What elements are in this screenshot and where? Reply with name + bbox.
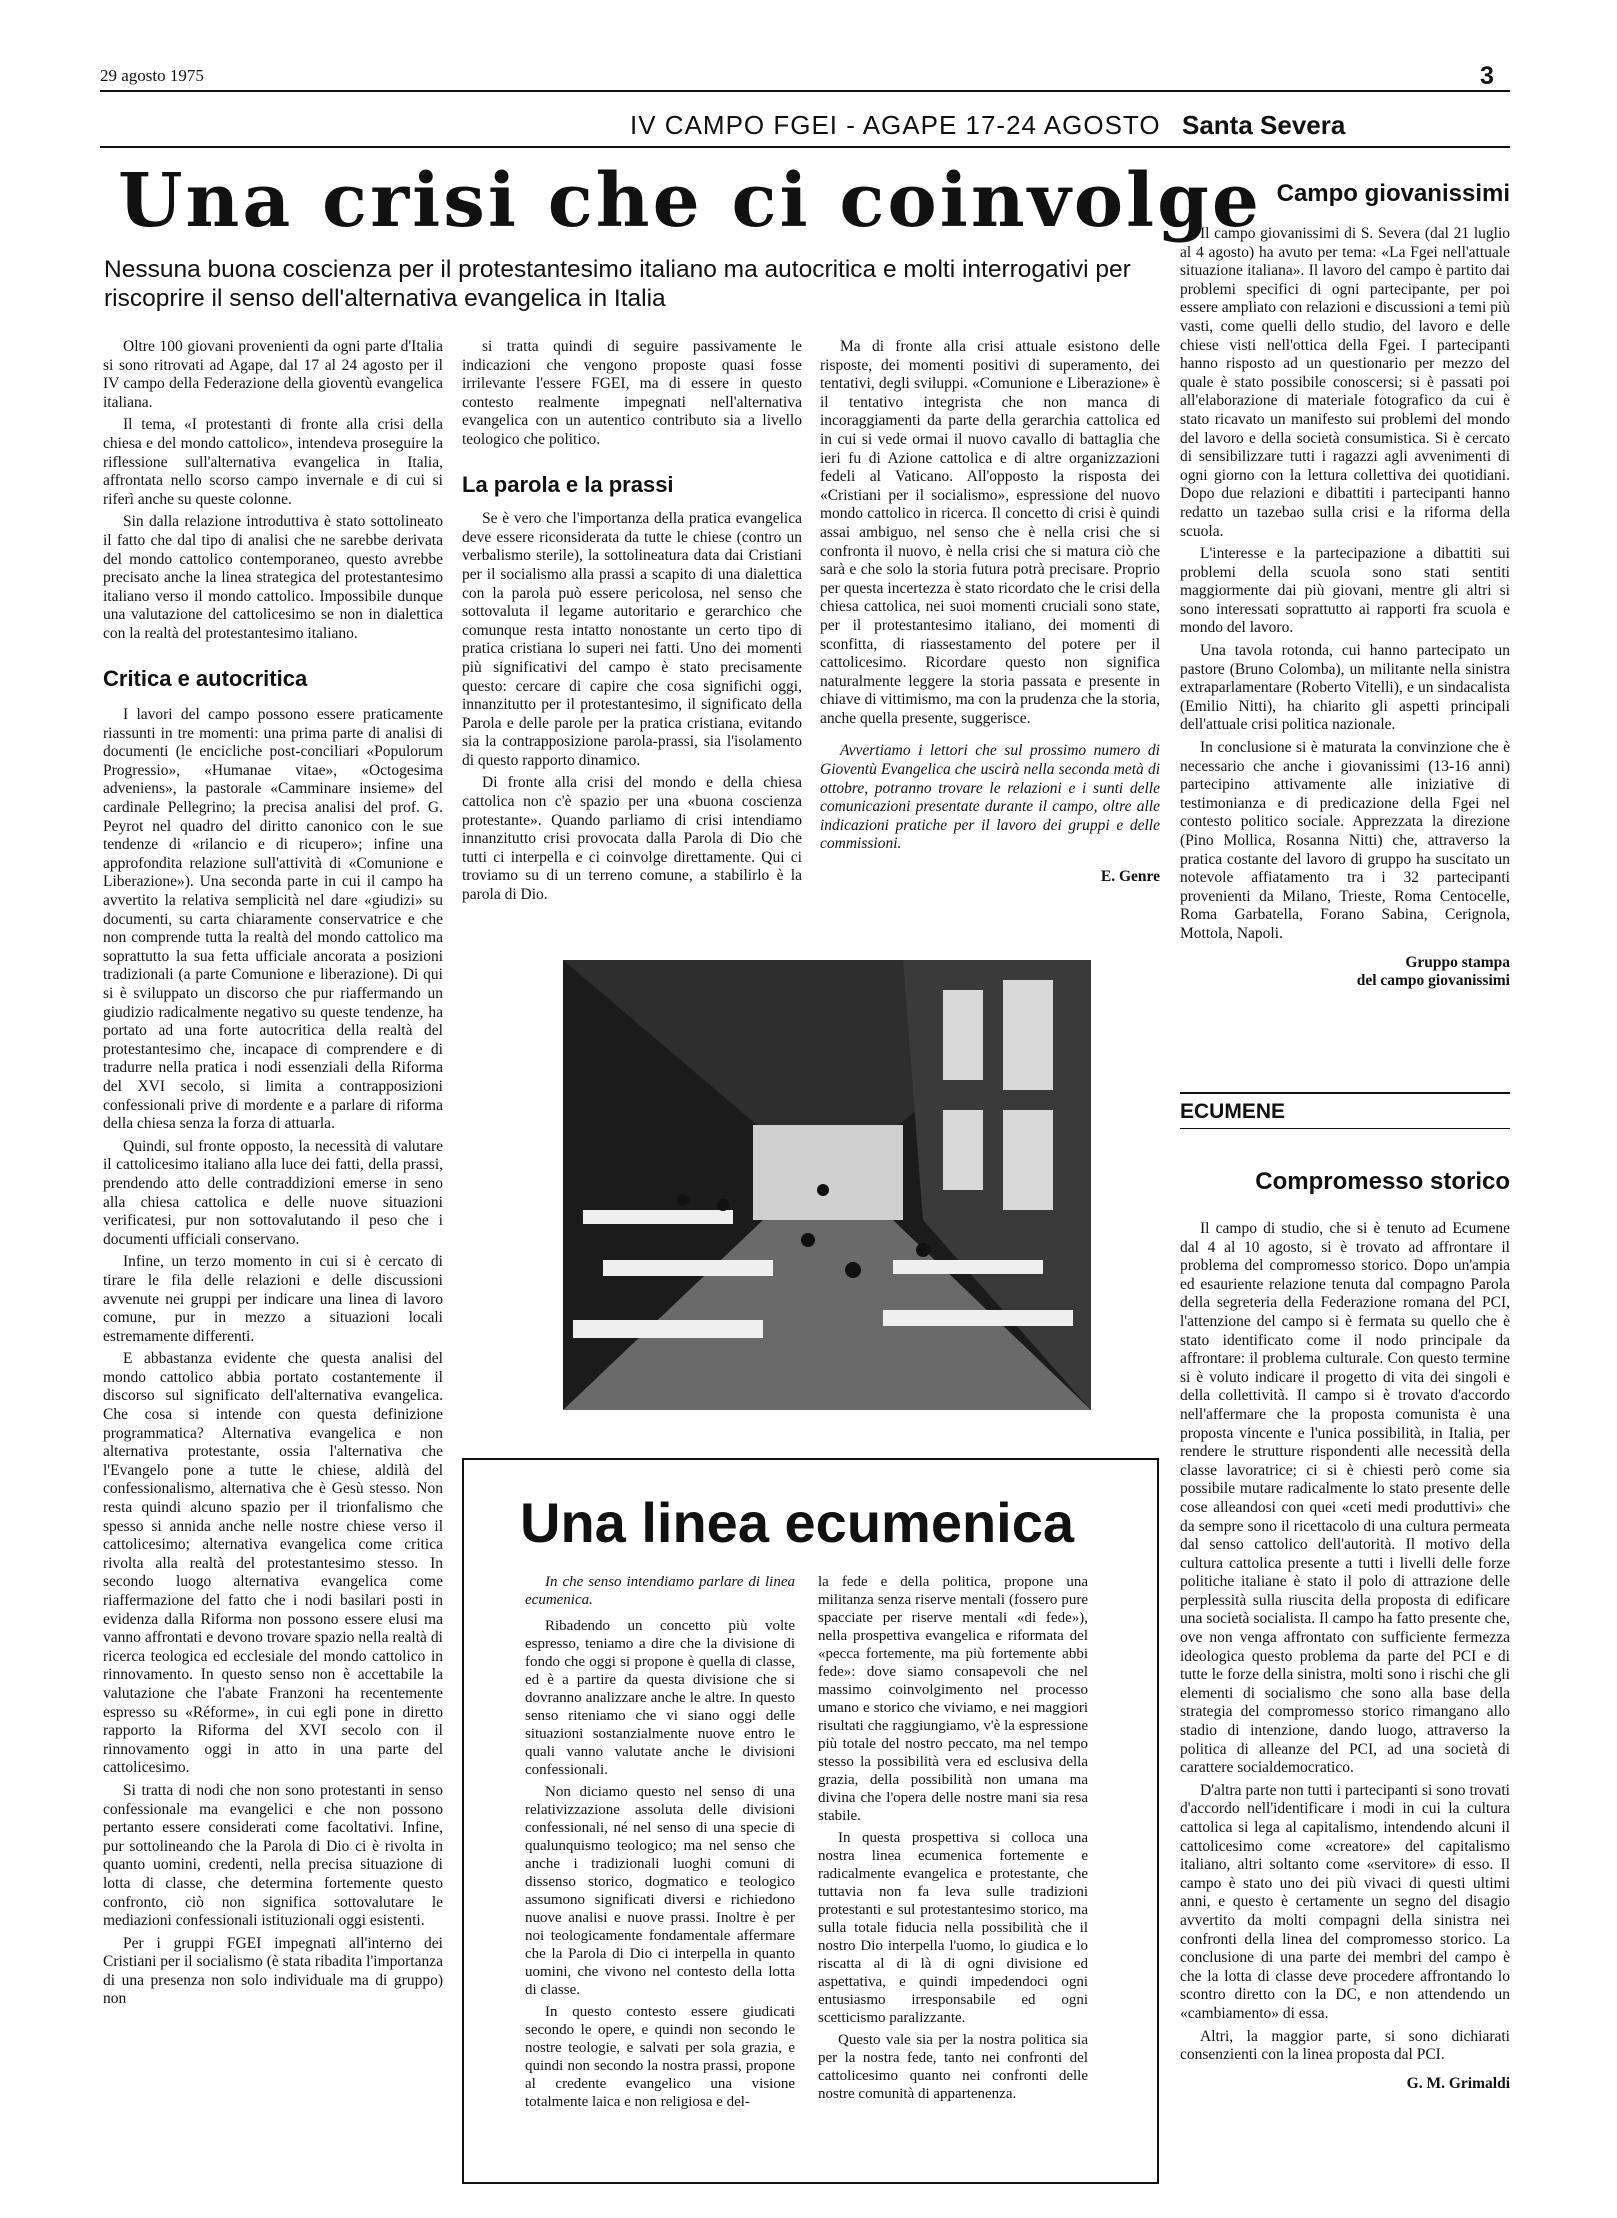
paragraph: Il tema, «I protestanti di fronte alla crisi della chiesa e del mondo cattolico», intendeva proseguire la riflessione sull'alternativa evangelica in Italia, affrontata nello scorso campo invernale e di cui si riferì anche su queste colonne.: [103, 416, 443, 508]
paragraph: Infine, un terzo momento in cui si è cercato di tirare le fila delle relazioni e delle discussioni avvenute nei gruppi per indicare una linea di lavoro comune, pur in mezzo a situazioni locali estremamente differenti.: [103, 1253, 443, 1345]
paragraph: Una tavola rotonda, cui hanno partecipato un pastore (Bruno Colomba), un militante nella sinistra extraparlamentare (Roberto Vitelli), e un sindacalista (Emilio Nitti), ha chiarito gli aspetti principali dell'attuale crisi politica nazionale.: [1180, 642, 1510, 734]
right-column: [1180, 225, 1510, 991]
issue-date: 29 agosto 1975: [100, 66, 204, 85]
photo-image: [563, 960, 1091, 1410]
article-signature: E. Genre: [1100, 868, 1160, 886]
paragraph: D'altra parte non tutti i partecipanti si sono trovati d'accordo nell'identificare i modi in cui la cultura cattolica si lega al capitalismo, intendendo alcuni il cattolicesimo come «creatore» del capitalismo italiano, altri soltanto come «servitore» di esso. Il campo è stato uno dei più vivaci di questi ultimi anni, e questo è certamente un segno del disagio avvertito da molti compagni della sinistra nei confronti della linea del compromesso storico. La conclusione di una parte dei membri del campo è che la lotta di classe deve procedere affrontando lo scontro diretto con la DC, e non attendendo un «cambiamento» di essa.: [1180, 1781, 1510, 2022]
paragraph: E abbastanza evidente che questa analisi del mondo cattolico abbia portato costantemente il discorso sul significato dell'alternativa evangelica. Che cosa si intende con questa definizione programmatica? Alternativa evangelica e non alternativa protestante, ossia l'alternativa che l'Evangelo pone a tutte le chiese, aldilà del confessionalismo, alternativa che è Gesù stesso. Non resta quindi alcuno spazio per il trionfalismo che spesso si annida anche nelle nostre chiese verso il cattolicesimo; alternativa evangelica come critica rivolta alla realtà del protestantesimo stesso. In secondo luogo alternativa evangelica come riaffermazione del fatto che i nodi basilari posti in evidenza dalla Riforma non possono essere elusi ma vanno affrontati e devono trovare spazio nella realtà di ricerca teologica ed ecclesiale del mondo cattolico in rinnovamento. In questo senso non è accettabile la valutazione che l'abate Franzoni ha recentemente espresso su «Réforme», in cui egli pone in diretto rapporto la Riforma del XVI secolo con il rinnovamento oggi in atto in una parte del cattolicesimo.: [103, 1350, 443, 1777]
paragraph: Il campo giovanissimi di S. Severa (dal 21 luglio al 4 agosto) ha avuto per tema: «La Fgei nell'attuale situazione italiana». Il lavoro del campo è partito dai problemi specifici di ogni partecipante, per poi essere ampliato con relazioni e discussioni a temi più vasti, come quelli dello studio, del lavoro e delle chiese visti nell'ottica della Fgei. I partecipanti hanno risposto ad un questionario per mezzo del quale è stato possibile conoscersi; si è passati poi all'elaborazione di materiale fotografico da cui è stato ricavato un manifesto sui problemi del mondo del lavoro e della società consumistica. Si è cercato di sensibilizzare tutti i ragazzi agli avvenimenti di ogni giorno con la lettura collettiva dei quotidiani. Dopo due relazioni e dibattiti i partecipanti hanno redatto un tazebao sulla crisi e la riforma della scuola.: [1180, 225, 1510, 540]
paragraph: si tratta quindi di seguire passivamente le indicazioni che vengono proposte quasi fosse irrilevante l'essere FGEI, ma di essere in questo contesto realmente impegnati nell'alternativa evangelica con un autentico contributo sia a livello teologico che politico.: [462, 338, 802, 448]
dining-hall-photo: [563, 960, 1091, 1410]
right-column-title: Campo giovanissimi: [1276, 180, 1510, 207]
box-column-2: [818, 1573, 1088, 2103]
section-kicker: IV CAMPO FGEI - AGAPE 17-24 AGOSTO: [630, 110, 1161, 140]
box-column-1: [525, 1573, 795, 2111]
paragraph: Se è vero che l'importanza della pratica evangelica deve essere riconsiderata da tutte le chiese (contro un verbalismo sterile), la sottolineatura data dai Cristiani per il socialismo alla prassi a scapito di una dialettica con la parola può essere pericolosa, nel senso che sottovaluta il legame autoritario e gerarchico che comunque resta intatto nonostante un certo tipo di pratica cristiana lo superi nei fatti. Uno dei momenti più significativi del campo è stato precisamente questo: cercare di capire che cosa significhi oggi, innanzitutto per il protestantesimo, il significato della Parola e delle parole per la pratica cristiana, evitando sia la contrapposizione parola-prassi, sia l'isolamento di questo rapporto dinamico.: [462, 510, 802, 769]
ecumene-rule: [1180, 1092, 1510, 1094]
section-title: Critica e autocritica: [103, 665, 308, 691]
main-headline: Una crisi che ci coinvolge: [118, 158, 1262, 244]
main-column-2: [462, 338, 802, 905]
main-subheadline: Nessuna buona coscienza per il protestantesimo italiano ma autocritica e molti interrogativi per riscoprire il senso dell'alternativa evangelica in Italia: [104, 256, 1131, 312]
top-rule: [100, 90, 1510, 92]
paragraph: la fede e della politica, propone una militanza senza riserve mentali (fossero pure spacciate per riserve mentali «di fede»), nella prospettiva evangelica e riformata del «pecca fortemente, ma più fortemente abbi fede»: dove siamo consapevoli che nel massimo coinvolgimento nel processo umano e storico che viviamo, e nei maggiori risultati che raggiungiamo, v'è la espressione più totale del nostro peccato, ma nel tempo stesso la possibilità vera ed esclusiva della grazia, della possibilità non umana ma divina che l'opera delle nostre mani sia resa stabile.: [818, 1574, 1088, 1824]
section-place: Santa Severa: [1182, 110, 1346, 140]
box-headline: Una linea ecumenica: [520, 1491, 1075, 1554]
ecumene-signature: G. M. Grimaldi: [1406, 2074, 1510, 2092]
paragraph: Per i gruppi FGEI impegnati all'interno dei Cristiani per il socialismo (è stata ribadita l'importanza di una presenza non solo individuale ma di gruppo) non: [103, 1934, 443, 2008]
paragraph: In questa prospettiva si colloca una nostra linea ecumenica fortemente e radicalmente evangelica e protestante, che tuttavia non fa leva sulle tradizioni protestanti e sul protestantesimo storico, ma sulla totale fiducia nella possibilità che il nostro Dio interpella l'uomo, lo giudica e lo riscatta al di là di ogni divisione ed aspettativa, e quindi impedendoci ogni entusiasmo irresponsabile ed ogni scetticismo paralizzante.: [818, 1830, 1088, 2026]
box-intro: In che senso intendiamo parlare di linea ecumenica.: [525, 1574, 795, 1608]
right-signature-1: Gruppo stampa: [1405, 953, 1510, 971]
section-title: La parola e la prassi: [462, 471, 674, 497]
paragraph: In conclusione si è maturata la convinzione che è necessario che anche i giovanissimi (13-16 anni) partecipino attivamente alle iniziative di testimonianza e di predicazione della Fgei nel contesto politico sociale. Apprezzata la direzione (Pino Mollica, Rosanna Nitti) che, attraverso la pratica costante del lavoro di gruppo ha suscitato un notevole affiatamento tra i 32 partecipanti provenienti da Milano, Trieste, Roma Centocelle, Roma Garbatella, Forano Sabina, Cerignola, Mottola, Napoli.: [1180, 739, 1510, 942]
kicker-rule: [100, 146, 1510, 148]
paragraph: Non diciamo questo nel senso di una relativizzazione assoluta delle divisioni confessionali, né nel senso di una specie di qualunquismo teologico; ma nel senso che anche i tradizionali luoghi comuni di dissenso storico, dogmatico e teologico assumono significati diversi e richiedono nuove analisi e nuove prassi. Inoltre è per noi teologicamente fondamentale affermare che la Parola di Dio ci interpella in quanto uomini, che vivono nel contesto della lotta di classe.: [525, 1784, 795, 1998]
ecumene-label: ECUMENE: [1180, 1100, 1286, 1123]
editor-note: Avvertiamo i lettori che sul prossimo numero di Gioventù Evangelica che uscirà nella seconda metà di ottobre, potranno trovare le relazioni e i sunti delle comunicazioni presentate durante il campo, oltre alle indicazioni pratiche per il lavoro dei gruppi e delle commissioni.: [820, 742, 1160, 853]
right-signature-2: del campo giovanissimi: [1356, 972, 1510, 990]
ecumene-title: Compromesso storico: [1255, 1168, 1510, 1195]
main-column-1: [103, 338, 443, 2009]
ecumene-rule-2: [1180, 1128, 1510, 1129]
ecumene-column: [1180, 1220, 1510, 2093]
paragraph: I lavori del campo possono essere praticamente riassunti in tre momenti: una prima parte di analisi di documenti (le encicliche post-conciliari «Populorum Progressio», «Humanae vitae», «Octogesima adveniens», la pastorale «Camminare insieme» del cardinale Pellegrino; la precisa analisi del prof. G. Peyrot nel quadro del diritto canonico con le sue tendenze di «rilancio e di ricupero»; infine una approfondita relazione sull'attività di «Comunione e Liberazione»). Una seconda parte in cui il campo ha avvertito la relativa semplicità nel dare «giudizi» su documenti, su carta chiaramente conservatrice e che non comprende tutta la realtà del mondo cattolico ma soprattutto la sua fetta ufficiale ancorata a posizioni tradizionali (a parte Comunione e liberazione). Di qui si è sviluppato un discorso che pur riaffermando un giudizio radicalmente negativo su queste tendenze, ha portato ad una forte autocritica della realtà del protestantesimo che, incapace di comprendere e di tradurre nella pratica i nodi essenziali della Riforma del XVI secolo, si limita a contrapposizioni confessionali prive di mordente e a parlare di riforma della chiesa senza la forza di attuarla.: [103, 706, 443, 1133]
page-number: 3: [1480, 62, 1494, 90]
paragraph: Quindi, sul fronte opposto, la necessità di valutare il cattolicesimo italiano alla luce dei fatti, della prassi, prendendo atto delle contraddizioni emerse in seno alla chiesa cattolica e delle nuove situazioni verificatesi, pur non sottovalutando il peso che i documenti ufficiali conservano.: [103, 1137, 443, 1248]
paragraph: In questo contesto essere giudicati secondo le opere, e quindi non secondo le nostre teologie, e salvati per sola grazia, e quindi non secondo la nostra prassi, propone al credente evangelico una visione totalmente laica e non religiosa e del-: [525, 2004, 795, 2110]
paragraph: Ribadendo un concetto più volte espresso, teniamo a dire che la divisione di fondo che oggi si propone è quella di classe, ed è a partire da questa divisione che si dovranno analizzare anche le altre. In questo senso riteniamo che vi siano oggi delle situazioni sostanzialmente nuove entro le quali vanno valutate anche le divisioni confessionali.: [525, 1618, 795, 1778]
paragraph: Ma di fronte alla crisi attuale esistono delle risposte, dei momenti positivi di superamento, dei tentativi, degli sviluppi. «Comunione e Liberazione» è il tentativo integrista che non manca di incoraggiamenti da parte della gerarchia cattolica ed in cui si vede ormai il nuovo cavallo di battaglia che ieri fu di Azione cattolica e di altre organizzazioni fedeli al Vaticano. All'opposto la risposta dei «Cristiani per il socialismo», espressione del nuovo mondo cattolico in ricerca. Il concetto di crisi è quindi assai ambiguo, nel senso che è nella crisi che si confronta il nuovo, è nella crisi che si matura ciò che sarà e che solo la storia futura potrà precisare. Proprio per questa incertezza è stato ricordato che le crisi della chiesa cattolica, nei suoi momenti cruciali sono state, per il protestantesimo italiano, dei momenti di sconfitta, di riassestamento del potere per il cattolicesimo. Ricordare questo non significa naturalmente leggere la storia passata e presente in chiave di vittimismo, ma con la prudenza che la storia, anche quella presente, suggerisce.: [820, 338, 1160, 727]
paragraph: Sin dalla relazione introduttiva è stato sottolineato il fatto che dal tipo di analisi che ne sarebbe derivata del mondo cattolico contemporaneo, questo avrebbe precisato anche la linea strategica del protestantesimo italiano verso il mondo cattolico. Impossibile dunque una valutazione del cattolicesimo se non in dialettica con la realtà del protestantesimo italiano.: [103, 513, 443, 642]
paragraph: Oltre 100 giovani provenienti da ogni parte d'Italia si sono ritrovati ad Agape, dal 17 al 24 agosto per il IV campo della Federazione della gioventù evangelica italiana.: [103, 338, 443, 411]
paragraph: Si tratta di nodi che non sono protestanti in senso confessionale ma evangelici e che non possono pertanto essere considerati come facoltativi. Infine, pur sottolineando che la Parola di Dio ci è rivolta in quanto uomini, credenti, nella precisa situazione di lotta di classe, che determina fortemente questo confronto, ciò non significa sottovalutare le mediazioni confessionali istituzionali oggi esistenti.: [103, 1781, 443, 1930]
paragraph: L'interesse e la partecipazione a dibattiti sui problemi della scuola sono stati sentiti maggiormente dai più giovani, mentre gli altri si sono interessati soprattutto ai rapporti fra scuola e mondo del lavoro.: [1180, 545, 1510, 637]
main-column-3: [820, 338, 1160, 887]
paragraph: Il campo di studio, che si è tenuto ad Ecumene dal 4 al 10 agosto, si è trovato ad affrontare il problema del compromesso storico. Dopo un'ampia ed esauriente relazione tenuta dal compagno Parola della segreteria della Federazione romana del PCI, l'attenzione del campo si è fermata su quello che è stato identificato come il nodo principale da affrontare: il problema culturale. Con questo termine si è voluto indicare il progetto di vita dei singoli e della collettività. Il campo si è trovato d'accordo nell'affermare che la proposta comunista è una proposta vincente e l'unica possibilità, in Italia, per rendere le strutture rispondenti alle necessità della classe lavoratrice; ci si è chiesti però come sia possibile mutare radicalmente lo stato presente delle cose alleandosi con quei «ceti medi produttivi» che da sempre sono il ricettacolo di una cultura permeata dal senso cattolico dell'autorità. Il motivo della cultura cattolica presente a tutti i livelli delle forze politiche italiane è stato il polo di attrazione delle perplessità sulla riuscita della proposta di edificare una società socialista. Il campo ha fatto presente che, ove non venga affrontato con sufficiente fermezza ideologica questo problema da parte del PCI e di tutte le forze della sinistra, molti sono i rischi che gli elementi di socialismo che sono alla base della strategia del compromesso storico rimangano allo stadio di intenzione, dando luogo, attraverso la politica di alleanze del PCI, ad una società di carattere socialdemocratico.: [1180, 1220, 1510, 1777]
paragraph: Di fronte alla crisi del mondo e della chiesa cattolica non c'è spazio per una «buona coscienza protestante». Quando parliamo di crisi intendiamo innanzitutto crisi provocata dalla Parola di Dio che tutti ci interpella e ci coinvolge direttamente. Qui ci troviamo su di un terreno comune, a stabilirlo è la parola di Dio.: [462, 774, 802, 904]
paragraph: Questo vale sia per la nostra politica sia per la nostra fede, tanto nei confronti del cattolicesimo quanto nei confronti delle nostre comunità di appartenenza.: [818, 2032, 1088, 2102]
paragraph: Altri, la maggior parte, si sono dichiarati consenzienti con la linea proposta dal PCI.: [1180, 2027, 1510, 2064]
